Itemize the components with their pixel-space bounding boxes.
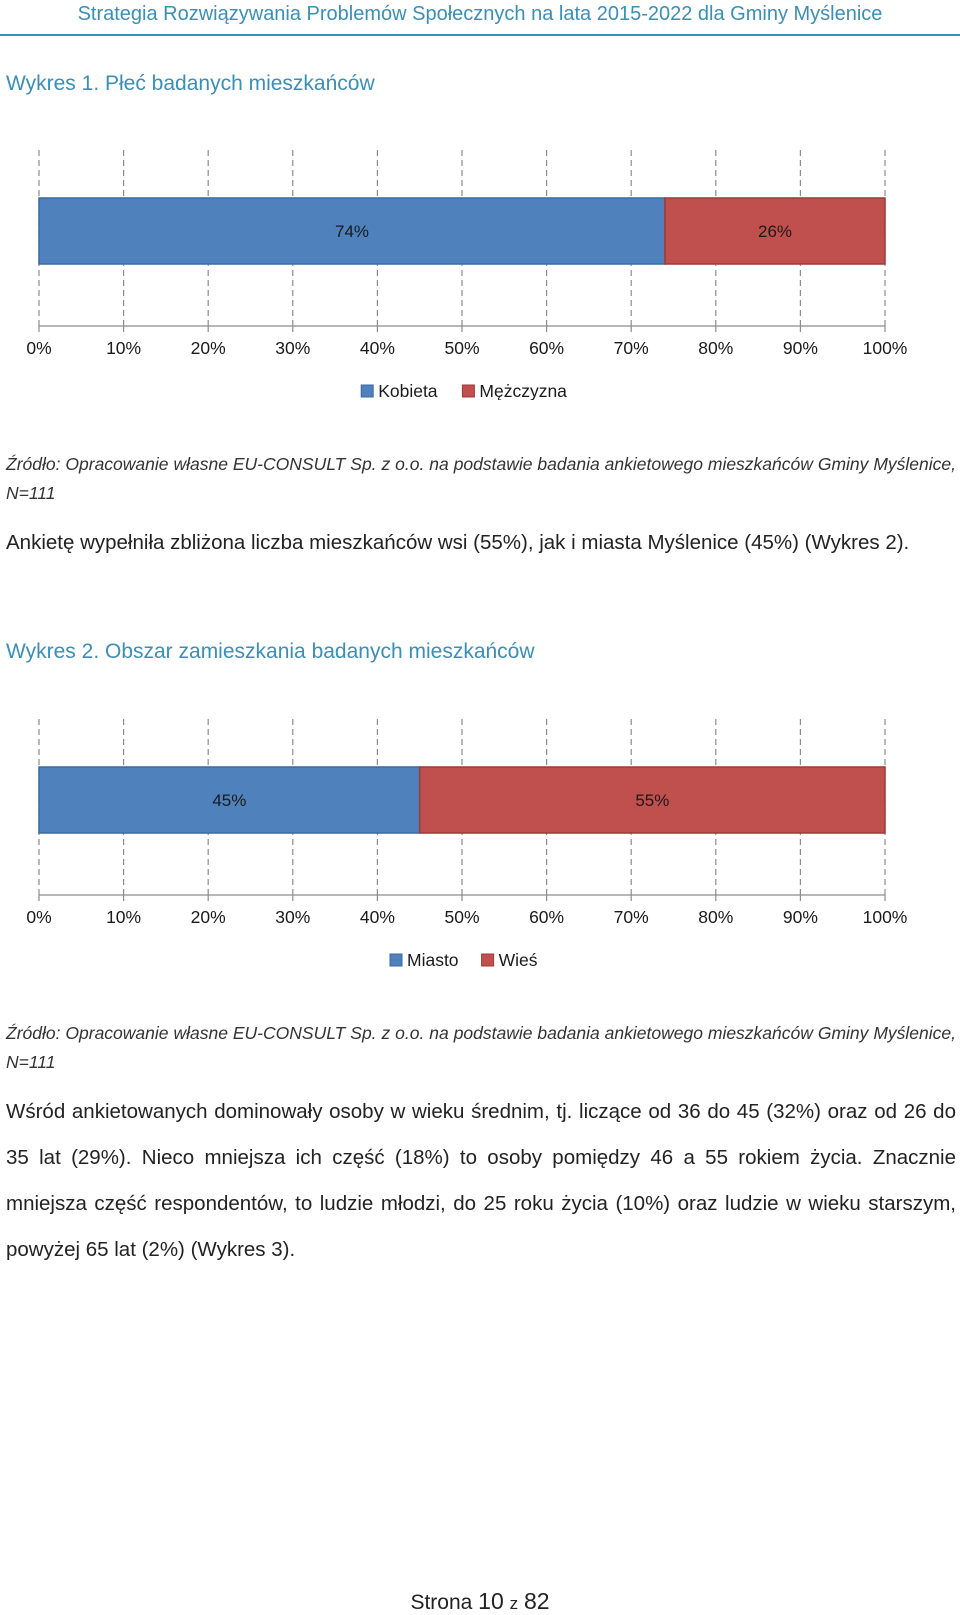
chart-svg xyxy=(0,709,960,969)
document-title: Strategia Rozwiązywania Problemów Społecznych na lata 2015-2022 dla Gminy Myślenice xyxy=(77,3,883,25)
legend-label: Kobieta xyxy=(378,381,438,400)
data-label: 55% xyxy=(635,791,670,810)
tick-label: 10% xyxy=(106,338,142,358)
tick-label: 70% xyxy=(613,338,649,358)
paragraph-1: Ankietę wypełniła zbliżona liczba mieszkańców wsi (55%), jak i miasta Myślenice (45%) (Wykres 2). xyxy=(6,531,910,554)
tick-label: 100% xyxy=(862,907,908,927)
tick-label: 0% xyxy=(26,338,52,358)
chart1 xyxy=(0,140,960,400)
tick-label: 60% xyxy=(529,338,565,358)
footer-of: z xyxy=(509,1594,519,1613)
chart2-caption: Wykres 2. Obszar zamieszkania badanych mieszkańców xyxy=(6,640,535,663)
tick-label: 100% xyxy=(862,338,908,358)
tick-label: 20% xyxy=(190,907,226,927)
chart-svg xyxy=(0,140,960,400)
tick-label: 30% xyxy=(275,907,311,927)
tick-label: 90% xyxy=(782,338,818,358)
legend-swatch xyxy=(390,954,402,966)
chart2 xyxy=(0,709,960,969)
tick-label: 60% xyxy=(529,907,565,927)
data-label: 45% xyxy=(212,791,247,810)
tick-label: 80% xyxy=(698,907,734,927)
tick-label: 10% xyxy=(106,907,142,927)
tick-label: 90% xyxy=(782,907,818,927)
tick-label: 40% xyxy=(359,338,395,358)
tick-label: 80% xyxy=(698,338,734,358)
tick-label: 20% xyxy=(190,338,226,358)
legend-swatch xyxy=(361,385,373,397)
footer-total-pages: 82 xyxy=(523,1588,550,1614)
legend-swatch xyxy=(462,385,474,397)
legend-label: Mężczyzna xyxy=(479,381,567,400)
tick-label: 50% xyxy=(444,338,480,358)
data-label: 26% xyxy=(758,222,793,241)
chart2-source: Źródło: Opracowanie własne EU-CONSULT Sp. z o.o. na podstawie badania ankietowego mieszkańców Gminy Myślenice, N=111 xyxy=(6,1023,956,1072)
data-label: 74% xyxy=(335,222,370,241)
page-footer xyxy=(0,1588,960,1615)
paragraph-2: Wśród ankietowanych dominowały osoby w wieku średnim, tj. liczące od 36 do 45 (32%) oraz od 26 do 35 lat (29%). Nieco mniejsza ich część (18%) to osoby pomiędzy 46 a 55 rokiem życia. Znacznie mniejsza część respondentów, to ludzie młodzi, do 25 roku życia (10%) oraz ludzie w wieku starszym, powyżej 65 lat (2%) (Wykres 3). xyxy=(6,1100,956,1261)
legend-label: Miasto xyxy=(407,950,459,969)
tick-label: 40% xyxy=(359,907,395,927)
tick-label: 0% xyxy=(26,907,52,927)
tick-label: 70% xyxy=(613,907,649,927)
chart1-source: Źródło: Opracowanie własne EU-CONSULT Sp. z o.o. na podstawie badania ankietowego mieszkańców Gminy Myślenice, N=111 xyxy=(6,454,956,503)
tick-label: 50% xyxy=(444,907,480,927)
footer-prefix: Strona xyxy=(410,1591,473,1614)
page-header xyxy=(0,0,960,36)
legend-swatch xyxy=(482,954,494,966)
tick-label: 30% xyxy=(275,338,311,358)
legend-label: Wieś xyxy=(498,950,538,969)
footer-page-number: 10 xyxy=(478,1588,504,1614)
chart1-caption: Wykres 1. Płeć badanych mieszkańców xyxy=(6,72,375,95)
